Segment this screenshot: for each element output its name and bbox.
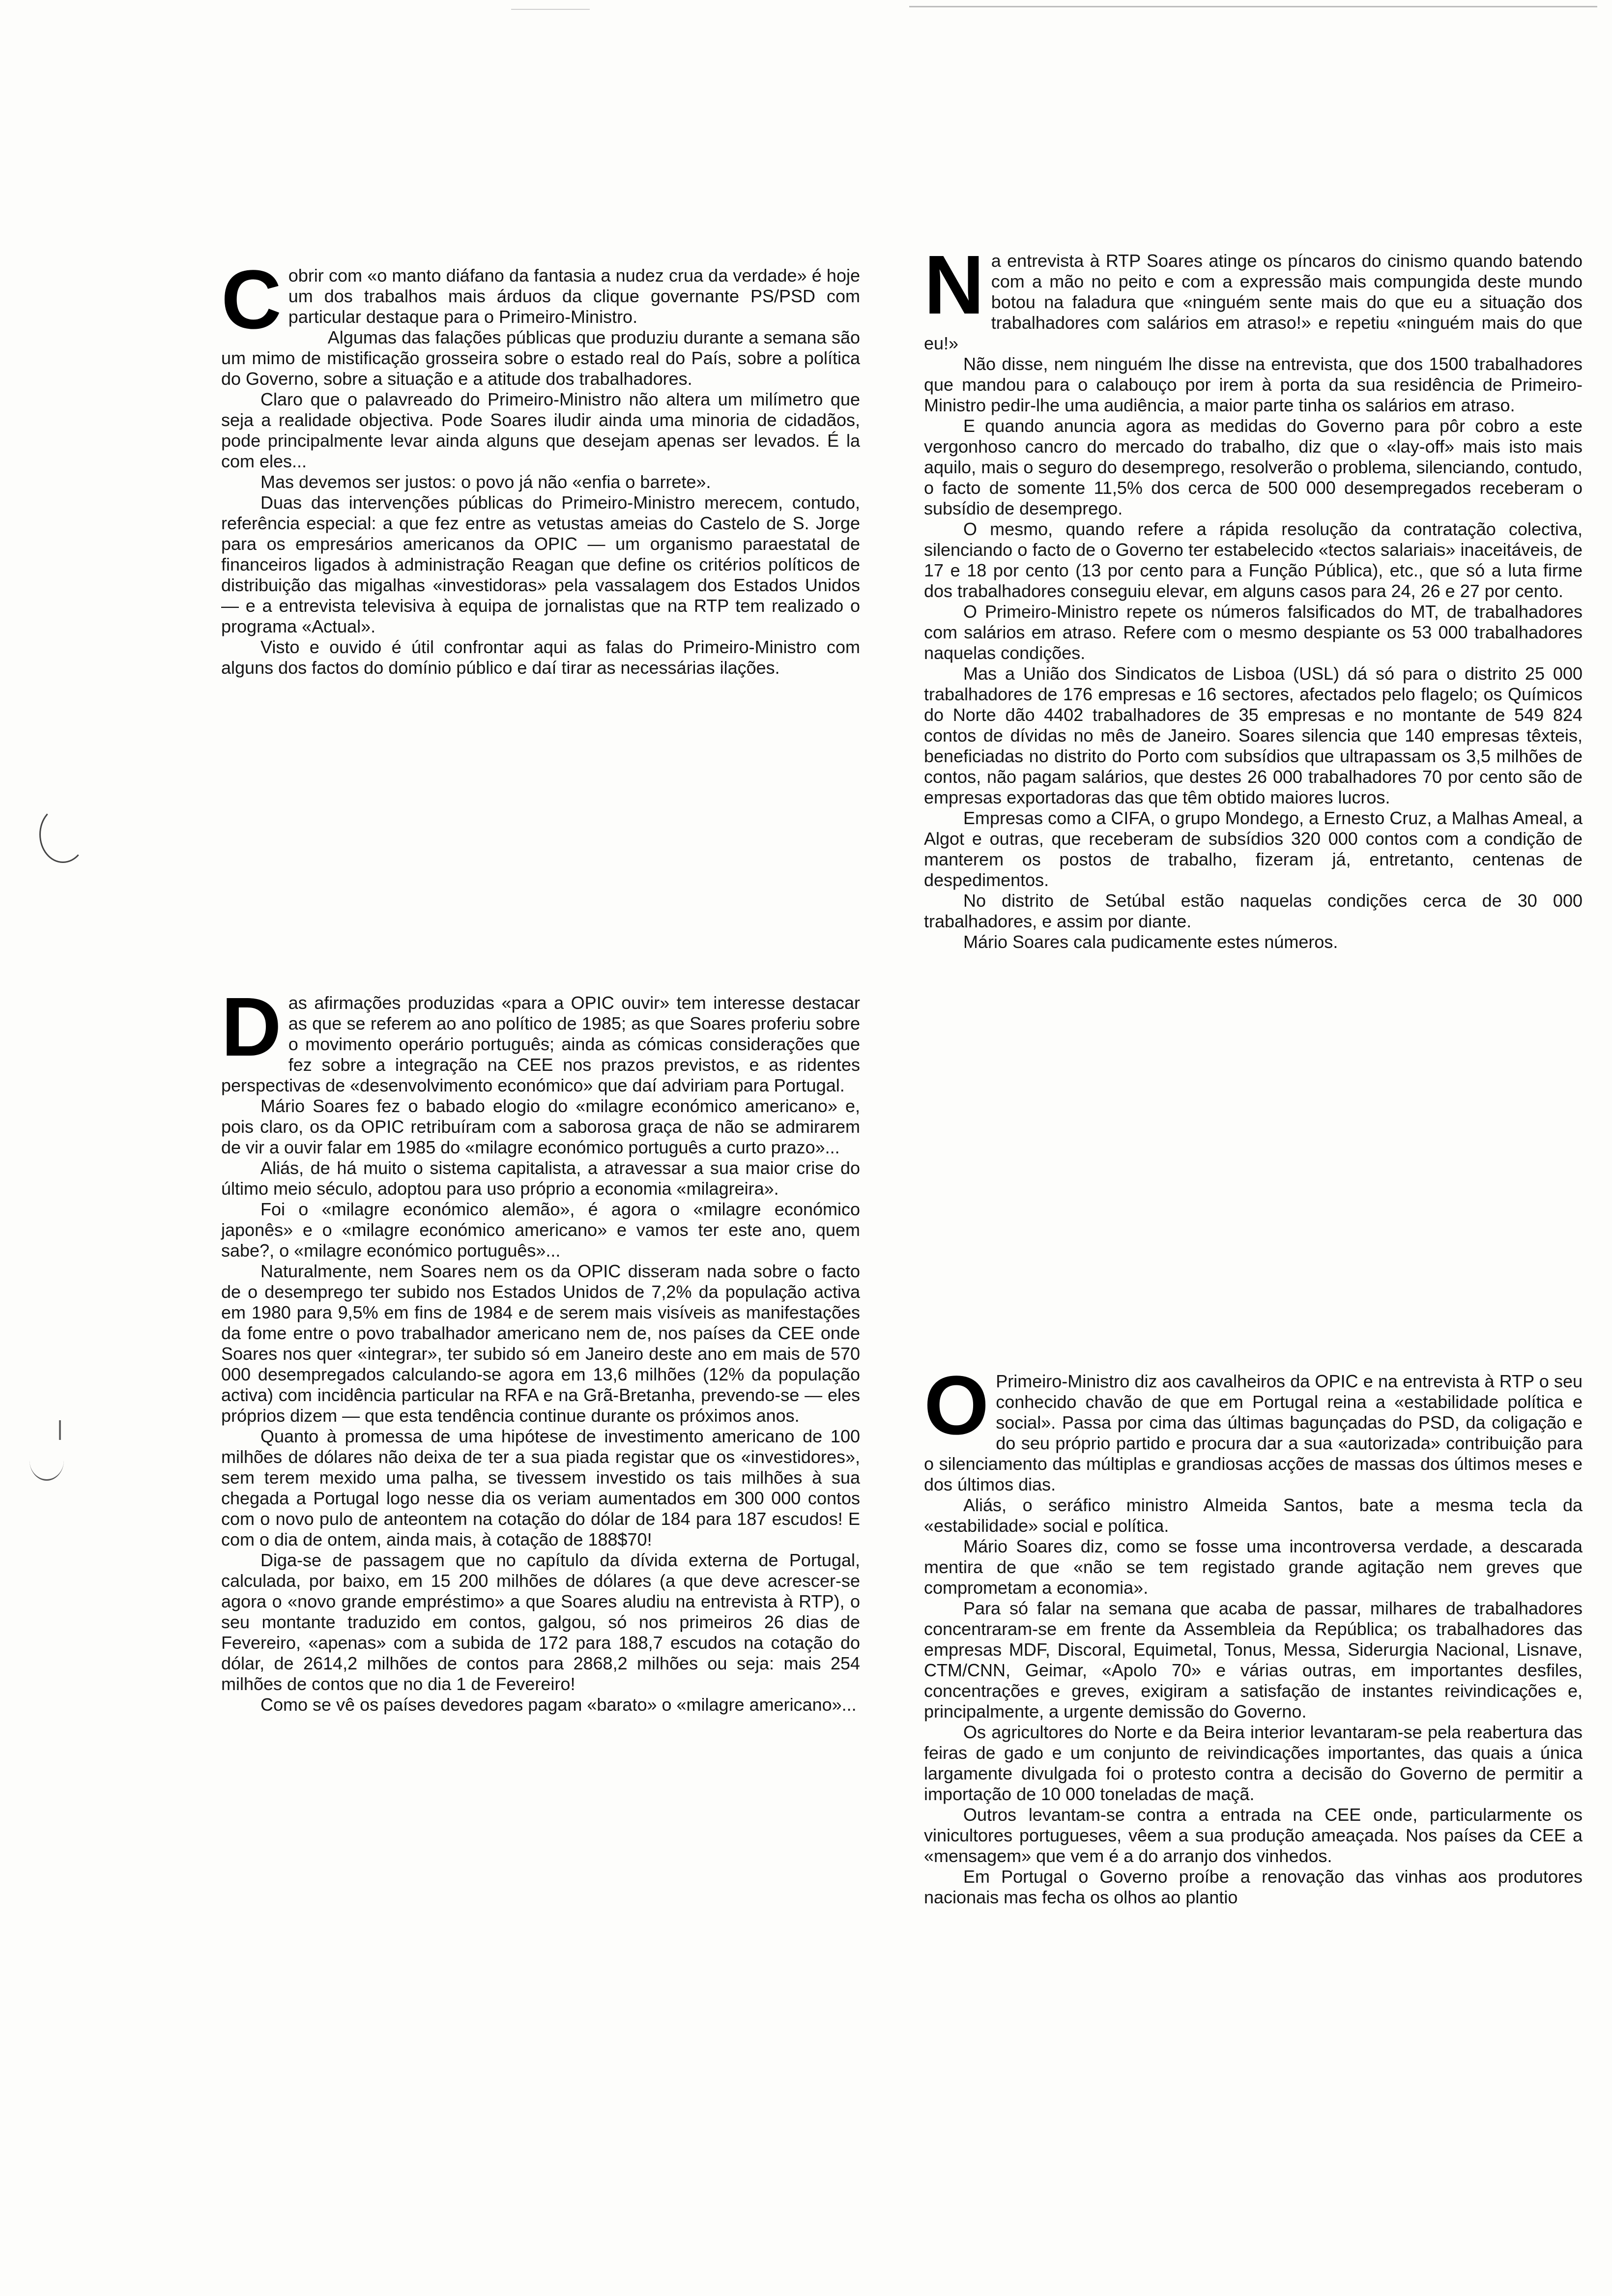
- article-opening: [221, 253, 860, 678]
- article-rtp: [924, 238, 1583, 952]
- paragraph: Em Portugal o Governo proíbe a renovação das vinhas aos produtores nacionais mas fecha os olhos ao plantio: [924, 1866, 1583, 1907]
- paragraph: a entrevista à RTP Soares atinge os píncaros do cinismo quando batendo com a mão no peito e com a expressão mais compungida deste mundo botou na faladura que «ninguém sente mais do que eu a situação dos trabalhadores com salários em atraso!» e repetiu «ninguém mais do que eu!»: [924, 251, 1583, 353]
- article-stability: [924, 1359, 1583, 1908]
- paragraph: O Primeiro-Ministro repete os números falsificados do MT, de trabalhadores com salários em atraso. Refere com o mesmo despiante os 53 000 trabalhadores naquelas condições.: [924, 602, 1583, 663]
- paragraph: Mário Soares fez o babado elogio do «milagre económico americano» e, pois claro, os da OPIC retribuíram com a saborosa graça de não se admirarem de vir a ouvir falar em 1985 do «milagre económico português a curto prazo»...: [221, 1096, 860, 1157]
- article-opic: [221, 980, 860, 1715]
- paragraph: obrir com «o manto diáfano da fantasia a nudez crua da verdade» é hoje um dos trabalhos mais árduos da clique governante PS/PSD com particular destaque para o Primeiro-Ministro.: [288, 265, 860, 327]
- paragraph: Primeiro-Ministro diz aos cavalheiros da OPIC e na entrevista à RTP o seu conhecido chavão de que em Portugal reina a «estabilidade política e social». Passa por cima das últimas bagunçadas do PSD, da coligação e do seu próprio partido e procura dar a sua «autorizada» contribuição para o silenciamento das múltiplas e grandiosas acções de massas dos últimos meses e dos últimos dias.: [924, 1371, 1583, 1494]
- drop-cap: C: [221, 253, 282, 346]
- paragraph: Duas das intervenções públicas do Primeiro-Ministro merecem, contudo, referência especial: a que fez entre as vetustas ameias do Castelo de S. Jorge para os empresários americanos da OPIC — um organismo paraestatal de financeiros ligados à administração Reagan que define os critérios políticos de distribuição das migalhas «investidoras» pela vassalagem dos Estados Unidos — e a entrevista televisiva à equipa de jornalistas que na RTP tem realizado o programa «Actual».: [221, 492, 860, 636]
- paragraph: Foi o «milagre económico alemão», é agora o «milagre económico japonês» e o «milagre económico americano» e vamos ter este ano, quem sabe?, o «milagre económico português»...: [221, 1199, 860, 1261]
- drop-cap: O: [924, 1359, 989, 1452]
- paragraph: as afirmações produzidas «para a OPIC ouvir» tem interesse destacar as que se referem ao ano político de 1985; as que Soares proferiu sobre o movimento operário português; ainda as cómicas considerações que fez sobre a integração na CEE nos prazos previstos, e as ridentes perspectivas de «desenvolvimento económico» que daí adviriam para Portugal.: [221, 993, 860, 1095]
- drop-cap: D: [221, 980, 282, 1074]
- paragraph: Os agricultores do Norte e da Beira interior levantaram-se pela reabertura das feiras de gado e um conjunto de reivindicações importantes, das quais a única largamente divulgada foi o protesto contra a decisão do Governo de permitir a importação de 10 000 toneladas de maçã.: [924, 1722, 1583, 1804]
- paragraph: Diga-se de passagem que no capítulo da dívida externa de Portugal, calculada, por baixo, em 15 200 milhões de dólares (a que deve acrescer-se agora o «novo grande empréstimo» a que Soares aludiu na entrevista à RTP), o seu montante traduzido em contos, galgou, só nos primeiros 26 dias de Fevereiro, «apenas» com a subida de 172 para 188,7 escudos na cotação do dólar, de 2614,2 milhões de contos para 2868,2 milhões ou seja: mais 254 milhões de contos que no dia 1 de Fevereiro!: [221, 1550, 860, 1694]
- paragraph: Aliás, o seráfico ministro Almeida Santos, bate a mesma tecla da «estabilidade» social e política.: [924, 1495, 1583, 1536]
- paragraph: Como se vê os países devedores pagam «barato» o «milagre americano»...: [260, 1694, 857, 1715]
- scan-top-rule: [909, 6, 1597, 7]
- paragraph: Não disse, nem ninguém lhe disse na entrevista, que dos 1500 trabalhadores que mandou para o calabouço por irem à porta da sua residência de Primeiro-Ministro pedir-lhe uma audiência, a maior parte tinha os salários em atraso.: [924, 354, 1583, 415]
- drop-cap: N: [924, 238, 984, 332]
- margin-pen-mark-lower: [29, 1440, 64, 1481]
- scan-top-mark: [511, 9, 590, 10]
- paragraph: Visto e ouvido é útil confrontar aqui as falas do Primeiro-Ministro com alguns dos factos do domínio público e daí tirar as necessárias ilações.: [221, 637, 860, 678]
- paragraph: O mesmo, quando refere a rápida resolução da contratação colectiva, silenciando o facto de o Governo ter estabelecido «tectos salariais» inaceitáveis, de 17 e 18 por cento (13 por cento para a Função Pública), etc., que só a luta firme dos trabalhadores conseguiu elevar, em alguns casos para 24, 26 e 27 por cento.: [924, 519, 1583, 601]
- paragraph: Naturalmente, nem Soares nem os da OPIC disseram nada sobre o facto de o desemprego ter subido nos Estados Unidos de 7,2% da população activa em 1980 para 9,5% em fins de 1984 e de serem mais visíveis as manifestações da fome entre o povo trabalhador americano nem de, nos países da CEE onde Soares nos quer «integrar», ter subido só em Janeiro deste ano em mais de 570 000 desempregados calculando-se agora em 13,6 milhões (12% da população activa) com incidência particular na RFA e na Grã-Bretanha, prevendo-se — eles próprios dizem — que esta tendência continue durante os próximos anos.: [221, 1261, 860, 1426]
- paragraph: Quanto à promessa de uma hipótese de investimento americano de 100 milhões de dólares não deixa de ter a sua piada registar que os «investidores», sem terem mexido uma palha, se tivessem investido os tais milhões à sua chegada a Portugal logo nesse dia os veriam aumentados em 300 000 contos com o novo pulo de anteontem na cotação do dólar de 184 para 187 escudos! E com o dia de ontem, ainda mais, à cotação de 188$70!: [221, 1426, 860, 1550]
- paragraph: Empresas como a CIFA, o grupo Mondego, a Ernesto Cruz, a Malhas Ameal, a Algot e outras, que receberam de subsídios 320 000 contos com a condição de manterem os postos de trabalho, fizeram já, entretanto, centenas de despedimentos.: [924, 808, 1583, 890]
- paragraph: Mas a União dos Sindicatos de Lisboa (USL) dá só para o distrito 25 000 trabalhadores de 176 empresas e 16 sectores, afectados pelo flagelo; os Químicos do Norte dão 4402 trabalhadores de 35 empresas e no montante de 549 824 contos de dívidas no mês de Janeiro. Soares silencia que 140 empresas têxteis, beneficiadas no distrito do Porto com subsídios que ultrapassam os 3,5 milhões de contos, não pagam salários, que destes 26 000 trabalhadores 70 por cento são de empresas exportadoras das que têm obtido maiores lucros.: [924, 663, 1583, 807]
- paragraph: Para só falar na semana que acaba de passar, milhares de trabalhadores concentraram-se em frente da Assembleia da República; os trabalhadores das empresas MDF, Discoral, Equimetal, Tonus, Messa, Siderurgia Nacional, Lisnave, CTM/CNN, Geimar, «Apolo 70» e várias outras, em importantes desfiles, concentrações e greves, exigiram a satisfação de instantes reivindicações e, principalmente, a urgente demissão do Governo.: [924, 1598, 1583, 1722]
- paragraph: Mário Soares cala pudicamente estes números.: [963, 932, 1338, 952]
- paragraph: Claro que o palavreado do Primeiro-Ministro não altera um milímetro que seja a realidade objectiva. Pode Soares iludir ainda uma minoria de cidadãos, pode principalmente levar ainda alguns que desejam apenas ser levados. É la com eles...: [221, 389, 860, 471]
- margin-pen-tick: [59, 1420, 61, 1440]
- margin-pen-mark: [39, 806, 86, 863]
- paragraph: E quando anuncia agora as medidas do Governo para pôr cobro a este vergonhoso cancro do mercado do trabalho, diz que o «lay-off» mais isto mais aquilo, mais o seguro do desemprego, resolverão o problema, silenciando, contudo, o facto de somente 11,5% dos cerca de 500 000 desempregados receberam o subsídio de desemprego.: [924, 416, 1583, 518]
- paragraph: Algumas das falações públicas que produziu durante a semana são um mimo de mistificação grosseira sobre o estado real do País, sobre a política do Governo, sobre a situação e a atitude dos trabalhadores.: [221, 327, 860, 389]
- paragraph: No distrito de Setúbal estão naquelas condições cerca de 30 000 trabalhadores, e assim por diante.: [924, 890, 1583, 931]
- paragraph: Outros levantam-se contra a entrada na CEE onde, particularmente os vinicultores portugueses, vêem a sua produção ameaçada. Nos países da CEE a «mensagem» que vem é a do arranjo dos vinhedos.: [924, 1805, 1583, 1866]
- paragraph: Mário Soares diz, como se fosse uma incontroversa verdade, a descarada mentira de que «não se tem registado grande agitação nem greves que comprometam a economia».: [924, 1536, 1583, 1598]
- paragraph: Mas devemos ser justos: o povo já não «enfia o barrete».: [260, 472, 711, 492]
- paragraph: Aliás, de há muito o sistema capitalista, a atravessar a sua maior crise do último meio século, adoptou para uso próprio a economia «milagreira».: [221, 1158, 860, 1199]
